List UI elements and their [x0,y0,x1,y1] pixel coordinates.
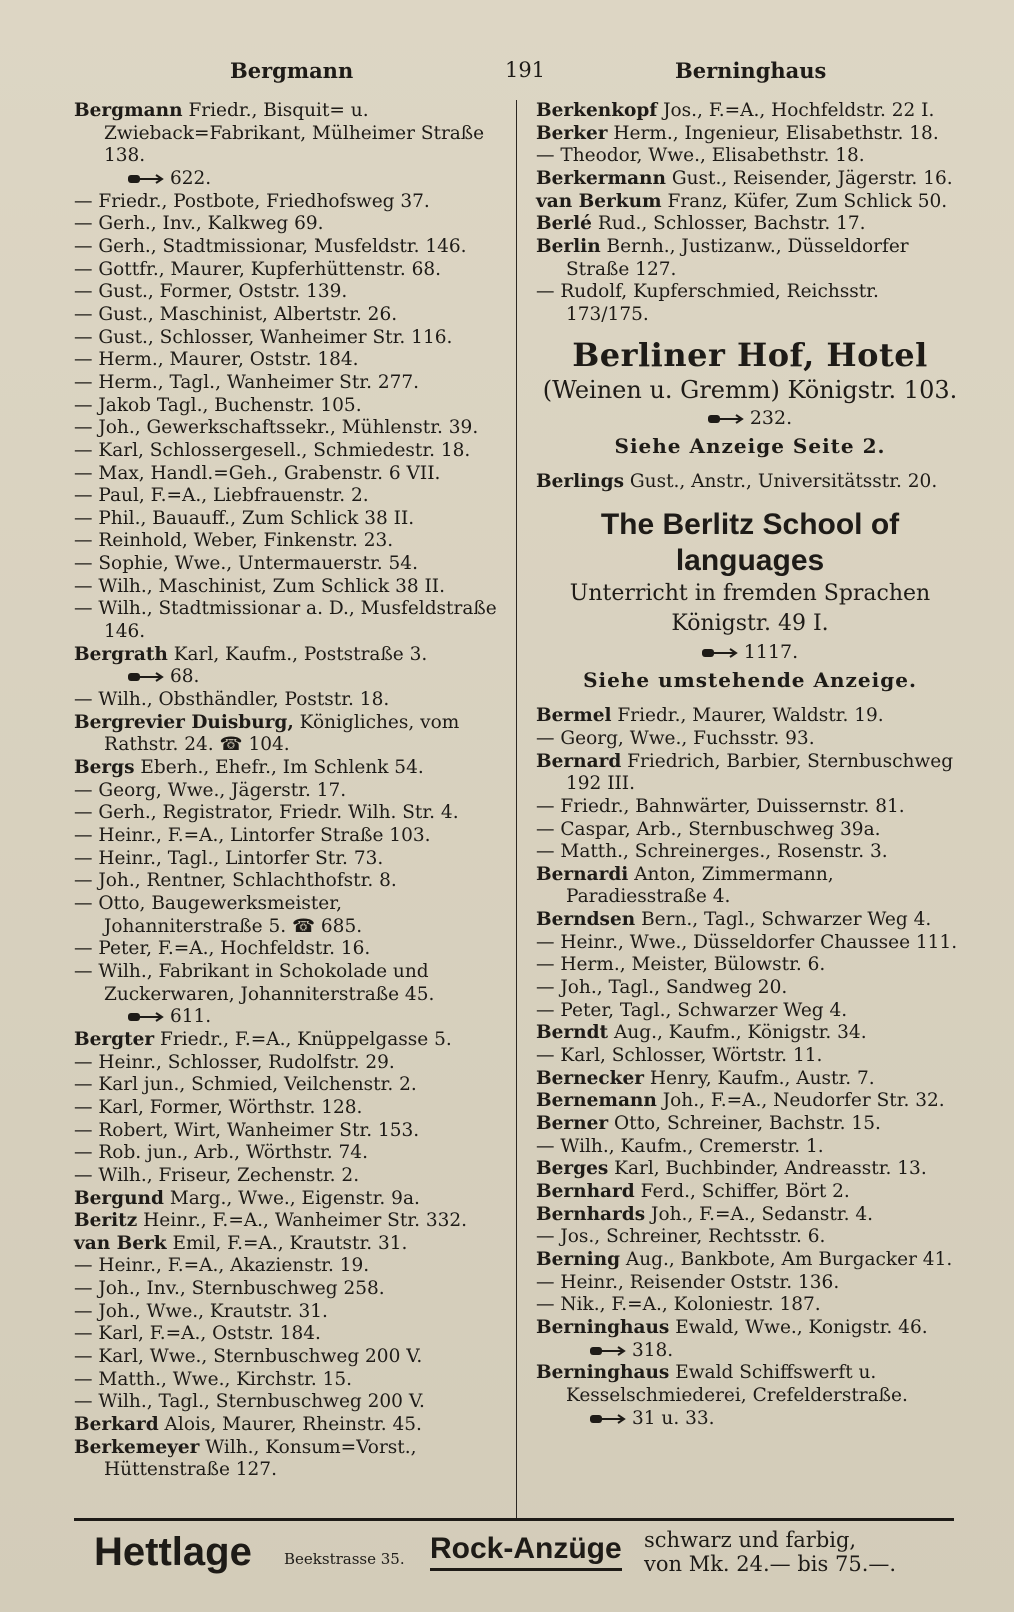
entry-details: — Joh., Tagl., Sandweg 20. [536,977,788,999]
phone-line [536,1340,964,1363]
entry-details: — Herm., Maurer, Oststr. 184. [74,349,359,371]
entry-details: Gust., Reisender, Jägerstr. 16. [665,167,953,189]
directory-entry [536,751,964,796]
directory-entry [536,728,964,751]
directory-entry [74,802,500,825]
telephone-icon [590,1346,626,1356]
directory-entry [74,757,500,780]
directory-entry [74,1346,500,1369]
entry-details: — Gust., Former, Oststr. 139. [74,281,348,303]
entry-berlings [536,471,964,494]
phone-line [74,666,500,689]
directory-entry [74,395,500,418]
entry-details: — Heinr., Schlosser, Rudolfstr. 29. [74,1051,395,1073]
directory-entry [74,1369,500,1392]
entry-details: Alois, Maurer, Rheinstr. 45. [158,1414,422,1436]
directory-entry [536,168,964,191]
entry-details: Friedr., F.=A., Knüppelgasse 5. [154,1028,452,1050]
directory-entry [536,100,964,123]
directory-entry [536,705,964,728]
entry-surname: Berlin [536,235,601,257]
directory-entry [74,598,500,643]
entry-details: — Caspar, Arb., Sternbuschweg 39a. [536,818,881,840]
directory-entry [74,1278,500,1301]
directory-entry [74,1391,500,1414]
entry-details: — Gust., Maschinist, Albertstr. 26. [74,303,398,325]
directory-entry [536,213,964,236]
berliner-hof-title: Berliner Hof, Hotel [572,335,928,374]
entry-details: Eberh., Ehefr., Im Schlenk 54. [134,757,424,779]
telephone-icon [128,174,164,184]
telephone-icon [702,648,738,658]
entry-details: — Wilh., Fabrikant in Schokolade und Zuckerwaren, Johanniterstraße 45. [74,960,435,1005]
entry-surname: Berlé [536,213,592,235]
entry-surname: Berndsen [536,909,636,931]
directory-entry [536,1294,964,1317]
directory-entry [74,1301,500,1324]
berlitz-subtitle-line1: Unterricht in fremden Sprachen [569,581,931,607]
footer-product: Rock-Anzüge [430,1532,622,1571]
directory-entry [74,191,500,214]
directory-entry [536,796,964,819]
directory-entry [536,1181,964,1204]
directory-entry [536,1000,964,1023]
directory-entry [536,977,964,1000]
directory-entry [536,1158,964,1181]
footer-desc-line1: schwarz und farbig, [644,1528,857,1552]
entry-details: Bernh., Justizanw., Düsseldorfer Straße 127. [566,235,909,280]
entry-surname: Bernemann [536,1090,657,1112]
entry-details: — Wilh., Obsthändler, Poststr. 18. [74,689,390,711]
directory-entry [74,1233,500,1256]
directory-entry [74,304,500,327]
entry-details: Otto, Schreiner, Bachstr. 15. [608,1113,881,1135]
directory-entry [74,1210,500,1233]
entry-details: Aug., Kaufm., Königstr. 34. [608,1022,867,1044]
entry-surname: Berndt [536,1022,609,1044]
entry-details: — Joh., Inv., Sternbuschweg 258. [74,1278,385,1300]
footer-ad [74,1528,954,1588]
directory-entry [536,932,964,955]
entry-details: — Heinr., Wwe., Düsseldorfer Chaussee 111. [536,931,958,953]
entry-details: — Friedr., Bahnwärter, Duissernstr. 81. [536,795,905,817]
entry-details: Heinr., F.=A., Wanheimer Str. 332. [137,1210,468,1232]
directory-entry [74,1120,500,1143]
directory-entry [74,327,500,350]
footer-desc-line2: von Mk. 24.— bis 75.—. [644,1552,897,1576]
entry-surname: Bergs [74,757,135,779]
entry-surname: Bergrevier Duisburg, [74,711,294,733]
berlitz-title-line2: languages [675,544,825,578]
directory-entry [74,372,500,395]
entry-details: Aug., Bankbote, Am Burgacker 41. [620,1248,953,1270]
entry-details: — Karl, Schlosser, Wörtstr. 11. [536,1045,823,1067]
directory-entry [536,1136,964,1159]
entry-details: — Paul, F.=A., Liebfrauenstr. 2. [74,485,369,507]
entry-details: — Karl jun., Schmied, Veilchenstr. 2. [74,1074,417,1096]
directory-entry [74,463,500,486]
directory-entry [536,1204,964,1227]
directory-entry [74,281,500,304]
entry-details: — Robert, Wirt, Wanheimer Str. 153. [74,1119,420,1141]
phone-line [536,1408,964,1431]
entry-surname: Berninghaus [536,1362,670,1384]
berliner-hof-note: Siehe Anzeige Seite 2. [614,433,886,458]
directory-entry [536,1272,964,1295]
phone-line [74,168,500,191]
entry-details: — Herm., Tagl., Wanheimer Str. 277. [74,371,420,393]
entry-surname: Bernard [536,750,622,772]
entry-details: — Theodor, Wwe., Elisabethstr. 18. [536,145,865,167]
entry-details: — Karl, F.=A., Oststr. 184. [74,1323,321,1345]
berliner-hof-phone [536,405,964,431]
entry-surname: Bergmann [74,100,183,121]
directory-entry [74,780,500,803]
phone-number: 622. [170,167,212,189]
entry-details: — Karl, Former, Wörthstr. 128. [74,1096,363,1118]
berlitz-note: Siehe umstehende Anzeige. [583,668,917,693]
berlitz-title-line1: The Berlitz School of [600,508,900,542]
entry-details: Karl, Buchbinder, Andreasstr. 13. [608,1158,927,1180]
entry-surname: Berninghaus [536,1316,670,1338]
entry-details: Joh., F.=A., Neudorfer Str. 32. [656,1090,945,1112]
directory-entry [74,440,500,463]
entry-details: — Karl, Schlossergesell., Schmiedestr. 18. [74,439,471,461]
entry-details: — Jos., Schreiner, Rechtsstr. 6. [536,1226,826,1248]
entry-details: Jos., F.=A., Hochfeldstr. 22 I. [657,100,935,121]
entry-surname: Berkermann [536,167,666,189]
entry-details: — Wilh., Maschinist, Zum Schlick 38 II. [74,575,445,597]
directory-entry [536,1317,964,1340]
directory-entry [74,1188,500,1211]
directory-entry [74,712,500,757]
directory-entry [74,349,500,372]
entry-details: Bern., Tagl., Schwarzer Weg 4. [635,909,932,931]
directory-entry [536,1045,964,1068]
entry-details: — Georg, Wwe., Fuchsstr. 93. [536,727,815,749]
entry-details: Rud., Schlosser, Bachstr. 17. [591,213,866,235]
header-right-keyword: Berninghaus [675,58,827,83]
phone-number: 611. [170,1006,212,1028]
entry-details: Franz, Küfer, Zum Schlick 50. [661,190,948,212]
directory-entry [74,1323,500,1346]
entry-details: — Jakob Tagl., Buchenstr. 105. [74,394,362,416]
entry-surname: Bernhards [536,1203,646,1225]
directory-entry [536,864,964,909]
footer-brand: Hettlage [94,1530,252,1574]
directory-entry [536,1249,964,1272]
entry-surname: Bergund [74,1187,164,1209]
entry-details: — Heinr., Tagl., Lintorfer Str. 73. [74,847,384,869]
entry-surname: Berker [536,122,608,144]
directory-entry [74,870,500,893]
directory-entry [536,1362,964,1407]
berliner-hof-phone-number: 232. [749,406,793,429]
entry-details: — Sophie, Wwe., Untermauerstr. 54. [74,553,418,575]
berlitz-phone-number: 1117. [743,641,799,664]
entry-details: Karl, Kaufm., Poststraße 3. [167,643,428,665]
entry-details: Ewald, Wwe., Konigstr. 46. [669,1316,928,1338]
directory-entry [74,1074,500,1097]
entry-details: — Joh., Gewerkschaftssekr., Mühlenstr. 39. [74,417,479,439]
directory-entry [536,1068,964,1091]
entry-details: — Matth., Wwe., Kirchstr. 15. [74,1368,352,1390]
entry-details: — Rob. jun., Arb., Wörthstr. 74. [74,1142,368,1164]
phone-line [74,1006,500,1029]
entry-surname: Berkard [74,1414,159,1436]
entry-surname: Bernardi [536,863,629,885]
entry-details: Joh., F.=A., Sedanstr. 4. [645,1203,874,1225]
entry-details: Königliches, vom Rathstr. 24. ☎ 104. [104,711,460,756]
entry-surname: Bergter [74,1028,155,1050]
berlitz-subtitle-line2: Königstr. 49 I. [671,611,829,637]
entry-details: — Joh., Wwe., Krautstr. 31. [74,1300,328,1322]
entry-details: — Gerh., Stadtmissionar, Musfeldstr. 146. [74,235,467,257]
directory-entry [536,841,964,864]
entry-details: — Reinhold, Weber, Finkenstr. 23. [74,530,394,552]
directory-entry [74,553,500,576]
entry-details: — Phil., Bauauff., Zum Schlick 38 II. [74,507,415,529]
berliner-hof-subtitle: (Weinen u. Gremm) Königstr. 103. [542,375,958,404]
directory-entry [74,1142,500,1165]
directory-entry [74,1414,500,1437]
entry-details: — Wilh., Stadtmissionar a. D., Musfeldstraße 146. [74,598,497,643]
entry-details: — Heinr., F.=A., Lintorfer Straße 103. [74,825,431,846]
directory-entry [536,1113,964,1136]
right-bottom-entries [536,705,964,1430]
directory-entry [74,100,500,168]
directory-entry [74,689,500,712]
directory-entry [74,848,500,871]
entry-details: Anton, Zimmermann, Paradiesstraße 4. [566,863,834,908]
entry-details: — Joh., Rentner, Schlachthofstr. 8. [74,870,397,892]
entry-details: Henry, Kaufm., Austr. 7. [643,1067,875,1089]
entry-details: — Gerh., Inv., Kalkweg 69. [74,213,324,235]
entry-surname: Berning [536,1248,621,1270]
directory-entry [74,938,500,961]
entry-details: — Herm., Meister, Bülowstr. 6. [536,954,826,976]
entry-details: Emil, F.=A., Krautstr. 31. [166,1232,408,1254]
directory-entry [536,1022,964,1045]
directory-entry [74,1437,500,1482]
entry-details: — Gust., Schlosser, Wanheimer Str. 116. [74,326,453,348]
entry-details: Herm., Ingenieur, Elisabethstr. 18. [607,122,939,144]
entry-details: — Matth., Schreinerges., Rosenstr. 3. [536,841,888,863]
entry-surname: Bernecker [536,1067,644,1089]
entry-details: — Otto, Baugewerksmeister, Johanniterstraße 5. ☎ 685. [74,892,363,937]
entry-surname: Beritz [74,1210,138,1232]
directory-entry [74,961,500,1006]
entry-details: — Nik., F.=A., Koloniestr. 187. [536,1294,821,1316]
berliner-hof-ad [536,335,964,461]
footer-rule [74,1518,954,1521]
directory-entry [536,123,964,146]
entry-details: — Peter, F.=A., Hochfeldstr. 16. [74,938,371,960]
directory-entry [74,1097,500,1120]
entry-details: — Max, Handl.=Geh., Grabenstr. 6 VII. [74,462,441,484]
telephone-icon [128,1012,164,1022]
entry-surname: Berkemeyer [74,1436,200,1458]
telephone-icon [128,672,164,682]
directory-entry [74,1165,500,1188]
directory-entry [74,1255,500,1278]
entry-details: Ewald Schiffswerft u. Kesselschmiederei, Crefelderstraße. [566,1362,908,1406]
entry-surname: van Berkum [536,190,662,212]
directory-entry [74,530,500,553]
directory-entry [74,893,500,938]
entry-details: — Heinr., Reisender Oststr. 136. [536,1271,840,1293]
entry-surname: Berges [536,1158,609,1180]
phone-number: 68. [170,666,200,688]
directory-entry [74,644,500,667]
directory-entry [536,236,964,281]
phone-number: 31 u. 33. [632,1407,715,1429]
right-top-entries [536,100,964,327]
entry-details: — Wilh., Friseur, Zechenstr. 2. [74,1164,360,1186]
directory-entry [74,213,500,236]
berlitz-ad [536,507,964,695]
directory-entry [536,1226,964,1249]
entry-details: Friedr., Maurer, Waldstr. 19. [611,705,884,727]
entry-details: — Gottfr., Maurer, Kupferhüttenstr. 68. [74,258,442,280]
phone-number: 318. [632,1339,674,1361]
entry-details: — Friedr., Postbote, Friedhofsweg 37. [74,190,430,212]
entry-details: — Rudolf, Kupferschmied, Reichsstr. 173/175. [536,281,879,325]
directory-entry [74,417,500,440]
entry-details: — Karl, Wwe., Sternbuschweg 200 V. [74,1346,423,1368]
entry-details: — Peter, Tagl., Schwarzer Weg 4. [536,999,848,1021]
entry-details: Marg., Wwe., Eigenstr. 9a. [163,1187,420,1209]
entry-details: Friedrich, Barbier, Sternbuschweg 192 III. [566,750,954,795]
telephone-icon [708,414,744,424]
directory-entry [74,259,500,282]
entry-surname: Berner [536,1113,609,1135]
directory-entry [74,1052,500,1075]
directory-entry [536,281,964,326]
entry-details: — Wilh., Tagl., Sternbuschweg 200 V. [74,1391,425,1413]
directory-entry [536,954,964,977]
left-column [74,100,500,1482]
directory-entry [536,819,964,842]
column-divider [516,100,517,1520]
berlitz-phone [536,639,964,665]
directory-entry [536,909,964,932]
telephone-icon [590,1414,626,1424]
entry-details: — Gerh., Registrator, Friedr. Wilh. Str. 4. [74,802,459,824]
entry-surname: van Berk [74,1232,167,1254]
entry-details: Wilh., Konsum=Vorst., Hüttenstraße 127. [104,1436,417,1481]
entry-surname: Bermel [536,705,612,727]
entry-details: Gust., Anstr., Universitätsstr. 20. [624,470,938,492]
header-left-keyword: Bergmann [230,58,354,83]
directory-entry [74,1029,500,1052]
page-number: 191 [504,58,546,82]
entry-details: Ferd., Schiffer, Bört 2. [634,1181,850,1202]
entry-surname: Bergrath [74,643,168,665]
entry-details: — Wilh., Kaufm., Cremerstr. 1. [536,1135,824,1157]
directory-entry [536,191,964,214]
directory-entry [74,236,500,259]
entry-details: — Georg, Wwe., Jägerstr. 17. [74,779,347,801]
footer-street: Beekstrasse 35. [284,1550,405,1568]
entry-surname: Berkenkopf [536,100,658,121]
directory-entry [74,508,500,531]
entry-details: Friedr., Bisquit= u. Zwieback=Fabrikant, Mülheimer Straße 138. [104,100,485,167]
right-column [536,100,964,1430]
directory-entry [536,1090,964,1113]
entry-surname: Bernhard [536,1181,635,1202]
entry-surname: Berlings [536,470,625,492]
directory-entry [74,825,500,848]
directory-entry [74,485,500,508]
entry-details: — Heinr., F.=A., Akazienstr. 19. [74,1255,370,1277]
page-header [70,58,950,90]
directory-entry [74,576,500,599]
directory-entry [536,145,964,168]
